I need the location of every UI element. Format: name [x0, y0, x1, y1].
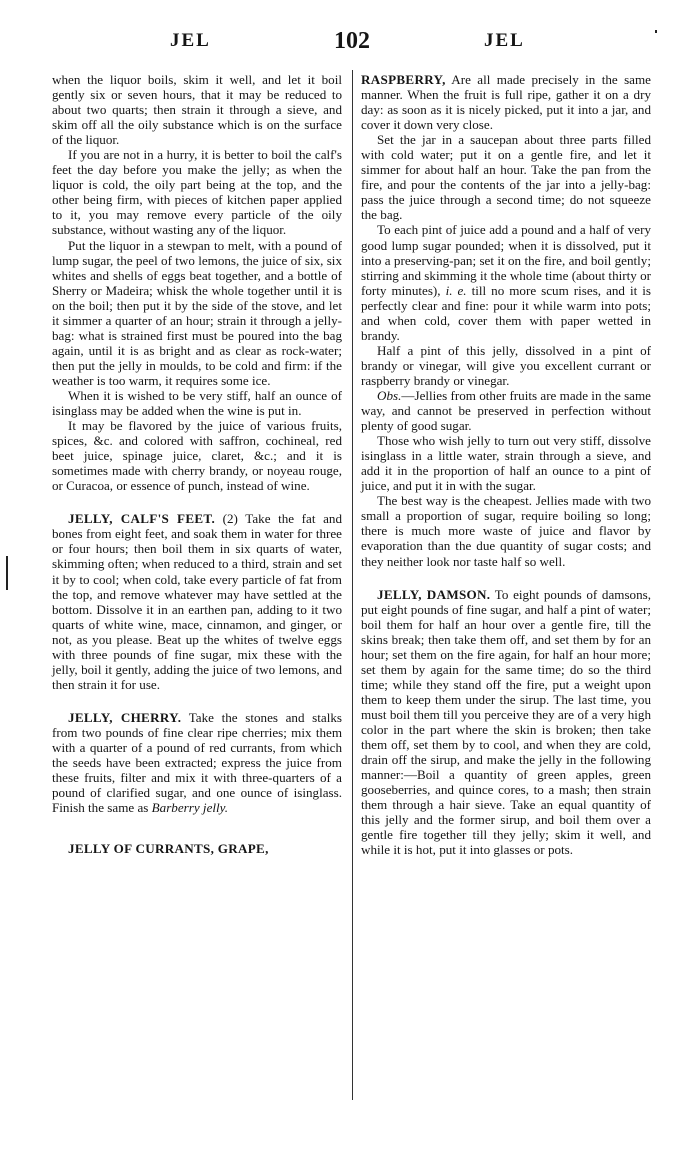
- abbreviation: i. e.: [445, 282, 467, 298]
- page-number: 102: [334, 28, 370, 54]
- paragraph: [52, 388, 342, 418]
- column-divider: [352, 70, 353, 1100]
- recipe-heading: JELLY, CALF'S FEET.: [68, 511, 216, 527]
- paragraph-text: The best way is the cheapest. Jellies made with two small a proportion of sugar, require boiling so long; there is much more waste of juice and flavor by evaporation than the due quantity of sugar costs; and they neither look nor taste half so well.: [361, 493, 651, 569]
- recipe-heading: JELLY, CHERRY.: [68, 709, 182, 725]
- recipe-entry: [52, 710, 342, 815]
- recipe-heading: JELLY, DAMSON.: [377, 586, 491, 602]
- recipe-text: Take the stones and stalks from two pounds of fine clear ripe cherries; mix them with a quarter of a pound of red currants, from which the seeds have been extracted; express the juice from these fruits, filter and mix it with three-quarters of a pound of clarified sugar, and one ounce of isinglass. Finish the same as: [52, 709, 343, 816]
- paragraph-text: Those who wish jelly to turn out very stiff, dissolve isinglass in a little water, strain through a sieve, and add it in the proportion of half an ounce to a pint of juice, and put it in with the sugar.: [361, 433, 651, 494]
- header-right-word: JEL: [484, 30, 525, 51]
- paragraph-text: To each pint of juice add a pound and a half of very good lump sugar pounded; when it is dissolved, put it into a preserving-pan; set it on the fire, and boil gently; stirring and skimming it the whole time (about thirty or forty minutes),: [361, 222, 651, 298]
- recipe-heading: JELLY OF CURRANTS, GRAPE,: [68, 841, 269, 857]
- ink-blemish: [6, 556, 8, 590]
- running-header: [0, 30, 700, 60]
- recipe-entry: [361, 72, 651, 132]
- paragraph: [361, 222, 651, 342]
- paragraph: [361, 132, 651, 222]
- header-left-word: JEL: [170, 30, 211, 51]
- paragraph-text: When it is wished to be very stiff, half an ounce of isinglass may be added when the wine is put in.: [52, 387, 342, 419]
- recipe-text: Are all made precisely in the same manner. When the fruit is full ripe, gather it on a dry day: as soon as it is nicely picked, put it into a jar, and cover it down very close.: [361, 72, 651, 133]
- observation: [361, 388, 651, 433]
- paragraph: [361, 433, 651, 493]
- paragraph-text: If you are not in a hurry, it is better to boil the calf's feet the day before you make the jelly; as when the liquor is cold, the oily part being at the top, and the other being firm, with pieces of kitchen paper applied to it, you may remove every particle of the oily substance, without wasting any of the liquor.: [52, 147, 342, 238]
- paragraph: [52, 238, 342, 388]
- paragraph-text: Set the jar in a saucepan about three parts filled with cold water; put it on a gentle fire, and let it simmer for about half an hour. Take the pan from the fire, and pour the contents of the jar into a jelly-bag: pass the juice through a second time; do not squeeze the bag.: [361, 132, 651, 223]
- right-column: [361, 72, 651, 857]
- paragraph: [361, 493, 651, 568]
- recipe-text: To eight pounds of damsons, put eight pounds of fine sugar, and half a pint of water; boil them for half an hour over a gentle fire, till the skins break; then take them off, and set them by for an hour; set them on the fire again, for half an hour more; set them by again for the same time; do so the third time; while they stand off the fire, put a weight upon them to keep them under the sirup. The last time, you must boil them till you perceive they are of a very high color in the part where the skin is broken; then take them off, set them by to cool, and when they are cold, drain off the sirup, and make the jelly in the following manner:—Boil a quantity of green apples, green gooseberries, and quince cores, to a mash; then strain them through a hair sieve. Take an equal quantity of this jelly and the former sirup, and boil them over a gentle fire together till they jelly; skim it well, and while it is hot, put it into glasses or pots.: [361, 586, 651, 858]
- recipe-entry: [361, 587, 651, 858]
- paragraph: [52, 72, 342, 147]
- paragraph: [52, 147, 342, 237]
- ink-speck: [655, 30, 657, 33]
- recipe-heading: RASPBERRY,: [361, 72, 446, 87]
- left-column: [52, 72, 342, 856]
- paragraph-text: It may be flavored by the juice of various fruits, spices, &c. and colored with saffron, cochineal, red beet juice, spinage juice, claret, &c.; and it is sometimes made with cherry brandy, or noyeau rouge, or Curacoa, or essence of punch, instead of wine.: [52, 418, 342, 494]
- paragraph-text: Put the liquor in a stewpan to melt, with a pound of lump sugar, the peel of two lemons, the juice of six, six whites and shells of eggs beat together, and a bottle of Sherry or Madeira; whisk the whole together until it is on the boil; then put it by the side of the stove, and let it simmer a quarter of an hour; strain it through a jelly-bag: what is strained first must be poured into the bag again, until it is as bright and as clear as rock-water; then put the jelly in moulds, to be cold and firm: if the weather is too warm, it requires some ice.: [52, 237, 342, 388]
- paragraph: [52, 418, 342, 493]
- paragraph-text: —Jellies from other fruits are made in the same way, and cannot be preserved in perfection without plenty of good sugar.: [361, 387, 651, 434]
- paragraph-text: till no more scum rises, and it is perfectly clear and fine: pour it while warm into pots; and when cold, cover them with paper wetted in brandy.: [361, 282, 651, 343]
- recipe-text: (2) Take the fat and bones from eight feet, and soak them in water for three or four hours; then boil them in six quarts of water, skimming often; when reduced to a third, strain and set it by to cool; when cold, take every particle of fat from the top, and remove whatever may have settled at the bottom. Dissolve it in an earthen pan, adding to it two quarts of white wine, mace, cinnamon, and ginger, or not, as you please. Beat up the whites of twelve eggs with three pounds of fine sugar, mix these with the jelly, boil it gently, adding the juice of two lemons, and then strain it for use.: [52, 511, 342, 692]
- recipe-entry: [52, 841, 342, 856]
- recipe-entry: [52, 511, 342, 692]
- paragraph-text: Half a pint of this jelly, dissolved in a pint of brandy or vinegar, will give you excellent currant or raspberry brandy or vinegar.: [361, 342, 651, 388]
- paragraph-text: when the liquor boils, skim it well, and let it boil gently six or seven hours, that it may be reduced to about two quarts; then strain it through a sieve, and skim off all the oily substance which is on the surface of the liquor.: [52, 72, 342, 148]
- paragraph: [361, 343, 651, 388]
- recipe-reference: Barberry jelly.: [151, 800, 229, 816]
- obs-label: Obs.: [377, 387, 402, 403]
